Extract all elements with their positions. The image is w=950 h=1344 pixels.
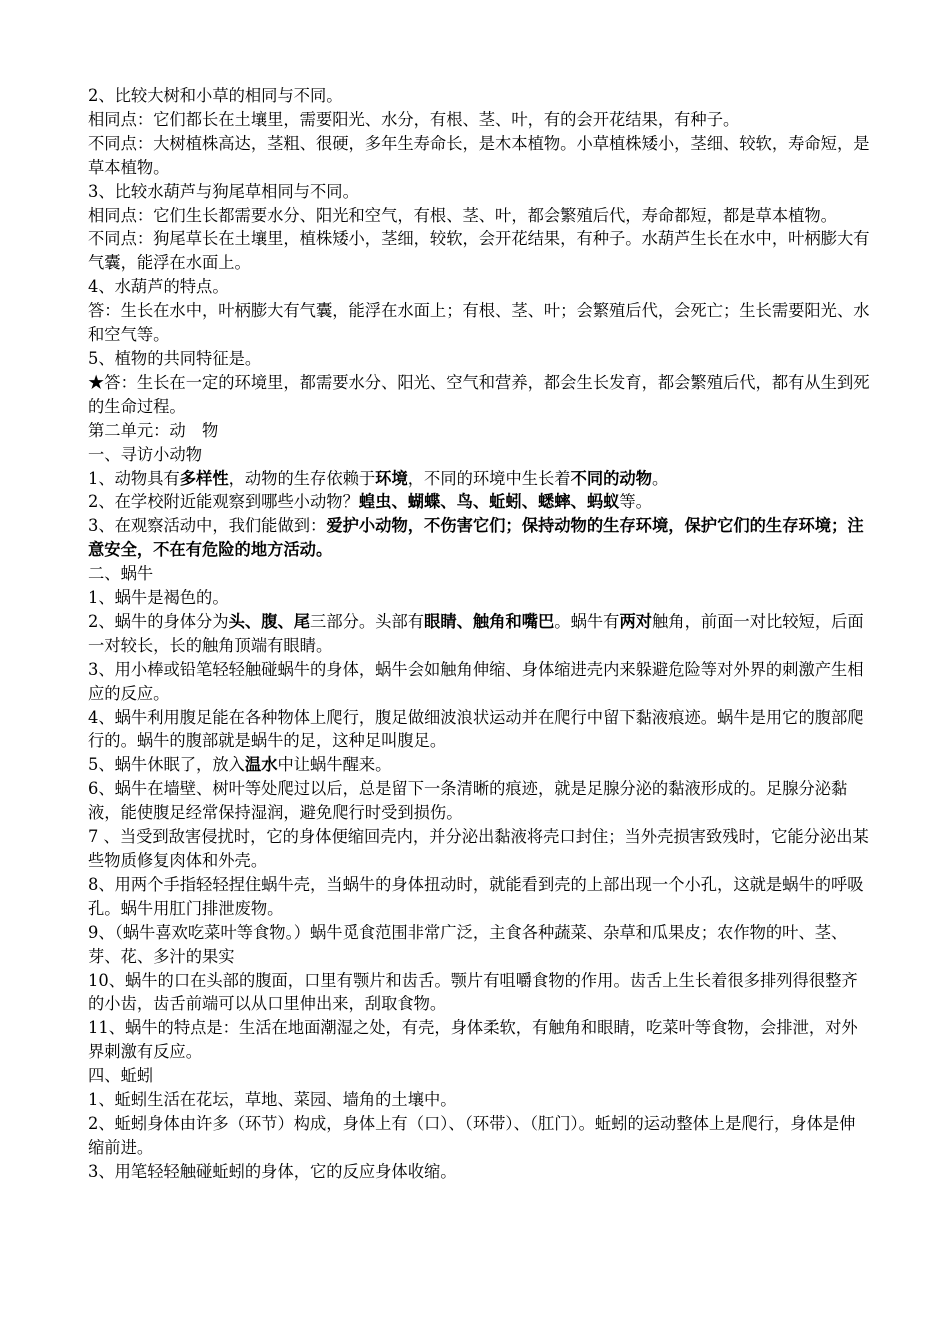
text-run: 1、动物具有 (88, 468, 180, 488)
text-run: 。蜗牛有 (554, 611, 620, 631)
paragraph (88, 347, 870, 371)
bold-text: 不同的动物 (570, 468, 652, 488)
paragraph (88, 108, 870, 132)
paragraph (88, 969, 870, 1017)
text-run: 2、蚯蚓身体由许多（环节）构成，身体上有（口）、（环带）、（肛门）。蚯蚓的运动整体上是爬行，身体是伸缩前进。 (88, 1113, 856, 1157)
paragraph (88, 1088, 870, 1112)
text-run: 4、水葫芦的特点。 (88, 277, 229, 297)
text-run: 3、比较水葫芦与狗尾草相同与不同。 (88, 181, 359, 201)
paragraph (88, 1160, 870, 1184)
paragraph (88, 562, 870, 586)
text-run: ，动物的生存依赖于 (228, 468, 376, 488)
paragraph (88, 371, 870, 419)
text-run: 5、植物的共同特征是。 (88, 348, 262, 368)
paragraph (88, 419, 870, 443)
text-run: 10、蜗牛的口在头部的腹面，口里有颚片和齿舌。颚片有咀嚼食物的作用。齿舌上生长着很多排列得很整齐的小齿，齿舌前端可以从口里伸出来，刮取食物。 (88, 970, 858, 1014)
text-run: 3、用笔轻轻触碰蚯蚓的身体，它的反应身体收缩。 (88, 1161, 457, 1181)
text-run: 第二单元：动 物 (88, 420, 219, 440)
paragraph (88, 586, 870, 610)
text-run: 中让蜗牛醒来。 (277, 755, 392, 775)
paragraph (88, 227, 870, 275)
bold-text: 两对 (619, 611, 653, 631)
text-run: 答：生长在水中，叶柄膨大有气囊，能浮在水面上；有根、茎、叶；会繁殖后代，会死亡；生长需要阳光、水和空气等。 (88, 301, 870, 345)
paragraph (88, 610, 870, 658)
text-run: 不同点：狗尾草长在土壤里，植株矮小，茎细，较软，会开花结果，有种子。水葫芦生长在水中，叶柄膨大有气囊，能浮在水面上。 (88, 229, 870, 273)
paragraph (88, 299, 870, 347)
paragraph (88, 1112, 870, 1160)
text-run: 等。 (619, 492, 652, 512)
bold-text: 环境 (375, 468, 408, 488)
text-run: 相同点：它们都长在土壤里，需要阳光、水分，有根、茎、叶，有的会开花结果，有种子。 (88, 109, 740, 129)
text-run: 2、比较大树和小草的相同与不同。 (88, 86, 343, 105)
paragraph (88, 467, 870, 491)
paragraph (88, 275, 870, 299)
text-run: 4、蜗牛利用腹足能在各种物体上爬行，腹足做细波浪状运动并在爬行中留下黏液痕迹。蜗牛是用它的腹部爬行的。蜗牛的腹部就是蜗牛的足，这种足叫腹足。 (88, 707, 864, 751)
paragraph (88, 825, 870, 873)
text-run: 9、（蜗牛喜欢吃菜叶等食物。）蜗牛觅食范围非常广泛，主食各种蔬菜、杂草和瓜果皮；农作物的叶、茎、芽、花、多汁的果实 (88, 922, 848, 966)
paragraph (88, 1064, 870, 1088)
text-run: 1、蚯蚓生活在花坛，草地、菜园、墙角的土壤中。 (88, 1090, 457, 1110)
paragraph (88, 706, 870, 754)
bold-text: 多样性 (179, 468, 229, 488)
paragraph (88, 180, 870, 204)
paragraph (88, 777, 870, 825)
paragraph (88, 873, 870, 921)
text-run: 7 、当受到敌害侵扰时，它的身体便缩回壳内，并分泌出黏液将壳口封住；当外壳损害致残时，它能分泌出某些物质修复肉体和外壳。 (88, 827, 869, 870)
bold-text: 蝗虫、蝴蝶、鸟、蚯蚓、蟋蟀、蚂蚁 (358, 492, 620, 512)
text-run: 。 (652, 468, 669, 488)
text-run: 3、在观察活动中，我们能做到： (88, 516, 327, 536)
text-run: 2、蜗牛的身体分为 (88, 611, 229, 631)
paragraph (88, 84, 870, 108)
text-run: 3、用小棒或铅笔轻轻触碰蜗牛的身体，蜗牛会如触角伸缩、身体缩进壳内来躲避危险等对外界的刺激产生相应的反应。 (88, 659, 864, 703)
paragraph (88, 753, 870, 777)
paragraph (88, 1016, 870, 1064)
paragraph (88, 443, 870, 467)
text-run: 一、寻访小动物 (88, 444, 202, 464)
text-run: 触角，前面一对比较短，后面一对较长，长的触角顶端有眼睛。 (88, 611, 864, 655)
bold-text: 头、腹、尾 (228, 611, 311, 631)
paragraph (88, 658, 870, 706)
text-run: 8、用两个手指轻轻捏住蜗牛壳，当蜗牛的身体扭动时，就能看到壳的上部出现一个小孔，这就是蜗牛的呼吸孔。蜗牛用肛门排泄废物。 (88, 874, 864, 918)
text-run: ，不同的环境中生长着 (407, 468, 571, 488)
bold-text: 温水 (244, 755, 278, 775)
text-run: 不同点：大树植株高达，茎粗、很硬，多年生寿命长，是木本植物。小草植株矮小，茎细、较软，寿命短，是草本植物。 (88, 133, 870, 177)
text-run: 1、蜗牛是褐色的。 (88, 588, 229, 608)
text-run: 11、蜗牛的特点是：生活在地面潮湿之处，有壳，身体柔软，有触角和眼睛，吃菜叶等食物，会排泄，对外界刺激有反应。 (88, 1018, 858, 1062)
paragraph (88, 204, 870, 228)
bold-text: 爱护小动物，不伤害它们；保持动物的生存环境，保护它们的生存环境；注意安全，不在有危险的地方活动。 (88, 516, 864, 560)
text-run: 相同点：它们生长都需要水分、阳光和空气，有根、茎、叶，都会繁殖后代，寿命都短，都是草本植物。 (88, 205, 837, 225)
text-run: 三部分。头部有 (310, 611, 425, 631)
paragraph (88, 921, 870, 969)
text-run: 6、蜗牛在墙壁、树叶等处爬过以后，总是留下一条清晰的痕迹，就是足腺分泌的黏液形成的。足腺分泌黏液，能使腹足经常保持湿润，避免爬行时受到损伤。 (88, 779, 848, 823)
paragraph (88, 132, 870, 180)
bold-text: 眼睛、触角和嘴巴 (424, 611, 555, 631)
text-run: ★答：生长在一定的环境里，都需要水分、阳光、空气和营养，都会生长发育，都会繁殖后代，都有从生到死的生命过程。 (88, 372, 870, 416)
text-run: 5、蜗牛休眠了，放入 (88, 755, 245, 775)
text-run: 2、在学校附近能观察到哪些小动物？ (88, 492, 359, 512)
text-run: 二、蜗牛 (88, 564, 154, 584)
paragraph (88, 490, 870, 514)
paragraph (88, 514, 870, 562)
text-run: 四、蚯蚓 (88, 1066, 154, 1086)
